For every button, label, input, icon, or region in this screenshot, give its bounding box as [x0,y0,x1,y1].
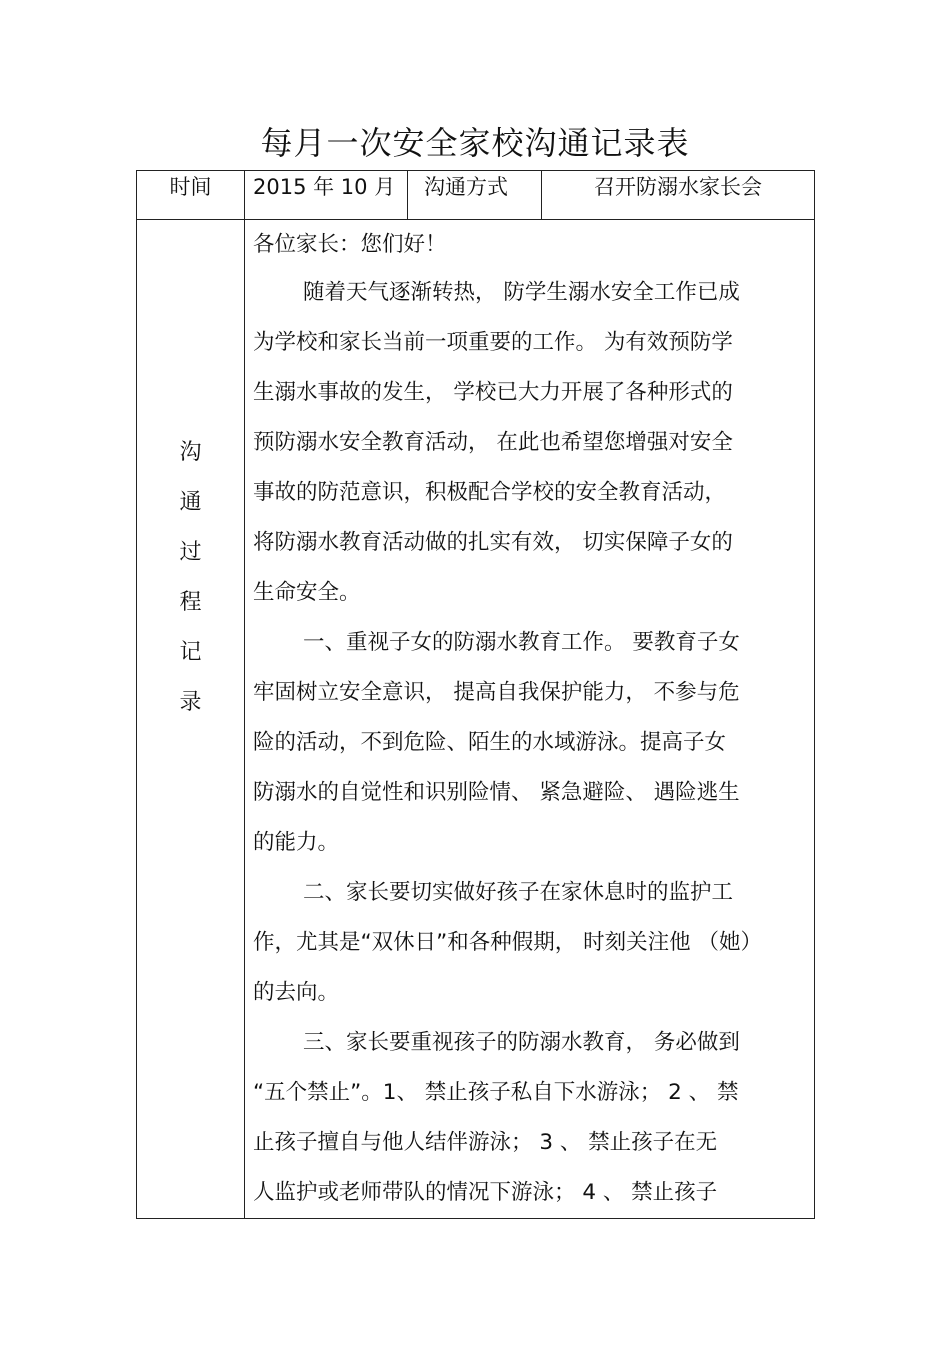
text-line: 牢固树立安全意识， 提高自我保护能力， 不参与危 [253,680,740,705]
text-line: 的能力。 [253,830,340,855]
time-label: 时间 [137,171,245,220]
header-row [137,171,815,220]
record-label-char: 过 [179,540,202,565]
text-line: 生命安全。 [253,580,361,605]
text-line: 止孩子擅自与他人结伴游泳； 3 、 禁止孩子在无 [253,1130,718,1155]
time-value: 2015 年 10 月 [245,171,408,220]
record-label-char: 记 [179,640,202,665]
method-value: 召开防溺水家长会 [542,171,815,220]
text-line: 随着天气逐渐转热， 防学生溺水安全工作已成 [303,280,740,305]
page-title: 每月一次安全家校沟通记录表 [260,124,690,162]
method-label: 沟通方式 [408,171,542,220]
text-line: 将防溺水教育活动做的扎实有效， 切实保障子女的 [253,530,733,555]
text-line: 二、家长要切实做好孩子在家休息时的监护工 [303,880,734,905]
text-line: 作，尤其是“双休日”和各种假期， 时刻关注他 （她） [253,930,762,955]
text-line: 防溺水的自觉性和识别险情、 紧急避险、 遇险逃生 [253,780,740,805]
text-line: 预防溺水安全教育活动， 在此也希望您增强对安全 [253,430,733,455]
text-line: 一、重视子女的防溺水教育工作。 要教育子女 [303,630,740,655]
record-label-char: 沟 [179,440,202,465]
record-label-char: 通 [179,490,202,515]
record-table [136,170,815,1219]
text-line: 的去向。 [253,980,340,1005]
record-row [137,220,815,1219]
greeting-line: 各位家长：您们好！ [253,232,447,257]
text-line: “五个禁止”。1、 禁止孩子私自下水游泳； 2 、 禁 [253,1080,739,1105]
text-line: 人监护或老师带队的情况下游泳； 4 、 禁止孩子 [253,1180,718,1205]
record-content [245,220,815,1219]
text-line: 生溺水事故的发生， 学校已大力开展了各种形式的 [253,380,733,405]
text-line: 险的活动，不到危险、陌生的水域游泳。提高子女 [253,730,727,755]
record-label-char: 程 [179,590,202,615]
record-label-cell [137,220,245,1219]
record-label-char: 录 [179,690,202,715]
text-line: 事故的防范意识，积极配合学校的安全教育活动， [253,480,727,505]
text-line: 三、家长要重视孩子的防溺水教育， 务必做到 [303,1030,740,1055]
text-line: 为学校和家长当前一项重要的工作。 为有效预防学 [253,330,733,355]
